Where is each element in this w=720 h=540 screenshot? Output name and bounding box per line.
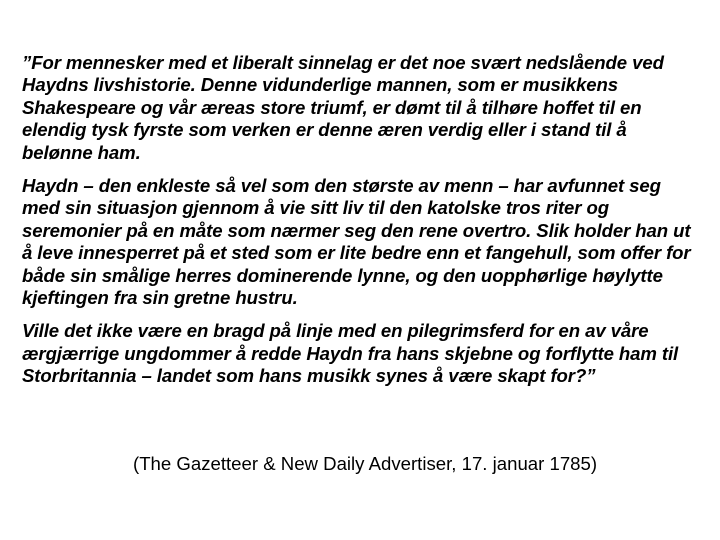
quote-block [22, 52, 702, 399]
quote-paragraph-3: Ville det ikke være en bragd på linje med en pilegrimsferd for en av våre ærgjærrige ungdommer å redde Haydn fra hans skjebne og forflytte ham til Storbritannia – landet som hans musikk synes å være skapt for?” [22, 320, 679, 387]
quote-paragraph-2: Haydn – den enkleste så vel som den største av menn – har avfunnet seg med sin situasjon gjennom å vie sitt liv til den katolske tros riter og seremonier på en måte som nærmer seg den rene overtro. Slik holder han ut å leve innesperret på et sted som er lite bedre enn et fangehull, som offer for både sin smålige herres dominerende lynne, og den uopphørlige høylytte kjeftingen fra sin gretne hustru. [22, 175, 691, 309]
quote-paragraph-1: ”For mennesker med et liberalt sinnelag er det noe svært nedslående ved Haydns livshistorie. Denne vidunderlige mannen, som er musikkens Shakespeare og vår æreas store triumf, er dømt til å tilhøre hoffet til en elendig tysk fyrste som verken er denne æren verdig eller i stand til å belønne ham. [22, 52, 664, 163]
source-citation: (The Gazetteer & New Daily Advertiser, 17. januar 1785) [133, 453, 598, 474]
